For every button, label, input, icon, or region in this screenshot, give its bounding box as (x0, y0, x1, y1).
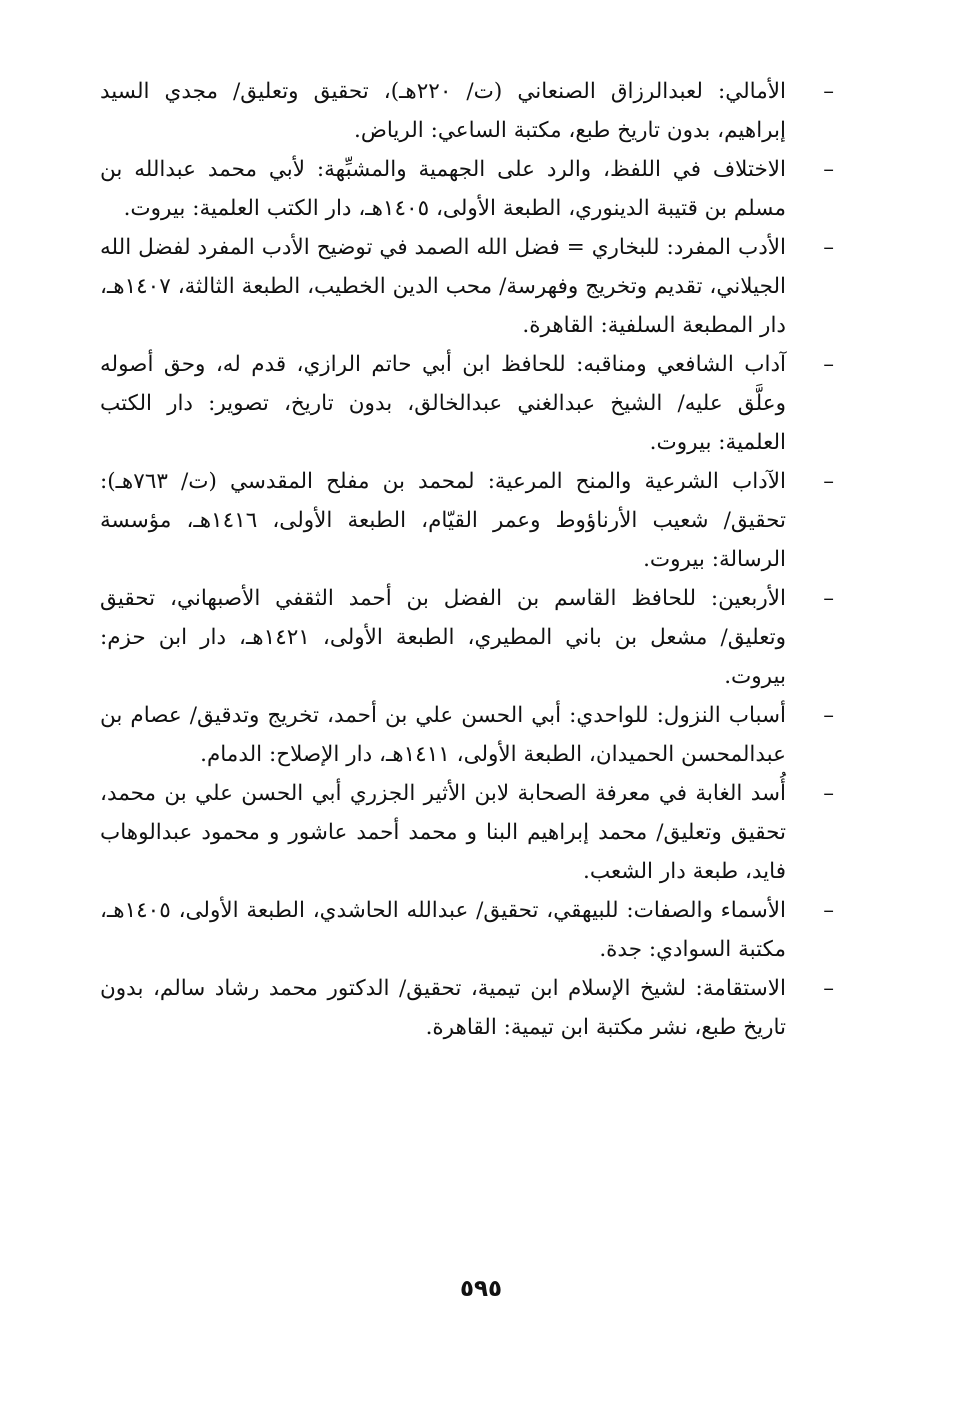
bibliography-entry (100, 72, 838, 150)
entry-text: الاستقامة: لشيخ الإسلام ابن تيمية، تحقيق/ الدكتور محمد رشاد سالم، بدون تاريخ طبع، نشر مكتبة ابن تيمية: القاهرة. (100, 976, 786, 1040)
bibliography-entry (100, 579, 838, 696)
entry-dash: – (823, 352, 834, 377)
entry-text: الأسماء والصفات: للبيهقي، تحقيق/ عبدالله الحاشدي، الطبعة الأولى، ١٤٠٥هـ، مكتبة السوادي: جدة. (100, 898, 786, 962)
entry-dash: – (823, 79, 834, 104)
entry-dash: – (823, 157, 834, 182)
entry-text: الآداب الشرعية والمنح المرعية: لمحمد بن مفلح المقدسي (ت/ ٧٦٣هـ): تحقيق/ شعيب الأرناؤوط وعمر القيّام، الطبعة الأولى، ١٤١٦هـ، مؤسسة الرسالة: بيروت. (100, 469, 787, 572)
entry-dash: – (823, 235, 834, 260)
entry-dash: – (823, 898, 834, 923)
entry-dash: – (823, 781, 834, 806)
entry-text: الأربعين: للحافظ القاسم بن الفضل بن أحمد الثقفي الأصبهاني، تحقيق وتعليق/ مشعل بن باني المطيري، الطبعة الأولى، ١٤٢١هـ، دار ابن حزم: بيروت. (100, 586, 786, 689)
entry-dash: – (823, 586, 834, 611)
bibliography-entry (100, 228, 838, 345)
entry-dash: – (823, 703, 834, 728)
entry-dash: – (823, 976, 834, 1001)
bibliography-entry (100, 345, 838, 462)
bibliography-entry (100, 969, 838, 1047)
bibliography-entry (100, 462, 838, 579)
entry-text: الأمالي: لعبدالرزاق الصنعاني (ت/ ٢٢٠هـ)، تحقيق وتعليق/ مجدي السيد إبراهيم، بدون تاريخ طبع، مكتبة الساعي: الرياض. (100, 79, 786, 143)
bibliography-entry (100, 696, 838, 774)
entry-text: أسباب النزول: للواحدي: أبي الحسن علي بن أحمد، تخريج وتدقيق/ عصام بن عبدالمحسن الحميدان، الطبعة الأولى، ١٤١١هـ، دار الإصلاح: الدمام. (100, 703, 786, 767)
entry-text: الأدب المفرد: للبخاري = فضل الله الصمد في توضيح الأدب المفرد لفضل الله الجيلاني، تقديم وتخريج وفهرسة/ محب الدين الخطيب، الطبعة الثالثة، ١٤٠٧هـ، دار المطبعة السلفية: القاهرة. (100, 235, 786, 338)
entry-text: أُسد الغابة في معرفة الصحابة لابن الأثير الجزري أبي الحسن علي بن محمد، تحقيق وتعليق/ محمد إبراهيم البنا و محمد أحمد عاشور و محمود عبدالوهاب فايد، طبعة دار الشعب. (100, 781, 786, 884)
entry-dash: – (823, 469, 834, 494)
bibliography-entry (100, 150, 838, 228)
page-number: ٥٩٥ (459, 1276, 503, 1302)
entry-text: الاختلاف في اللفظ، والرد على الجهمية والمشبِّهة: لأبي محمد عبدالله بن مسلم بن قتيبة الدينوري، الطبعة الأولى، ١٤٠٥هـ، دار الكتب العلمية: بيروت. (100, 157, 786, 221)
bibliography-entry (100, 891, 838, 969)
bibliography-list (100, 72, 838, 1047)
entry-text: آداب الشافعي ومناقبه: للحافظ ابن أبي حاتم الرازي، قدم له، وحق أصوله وعلَّق عليه/ الشيخ عبدالغني عبدالخالق، بدون تاريخ، تصوير: دار الكتب العلمية: بيروت. (100, 352, 786, 455)
bibliography-entry (100, 774, 838, 891)
